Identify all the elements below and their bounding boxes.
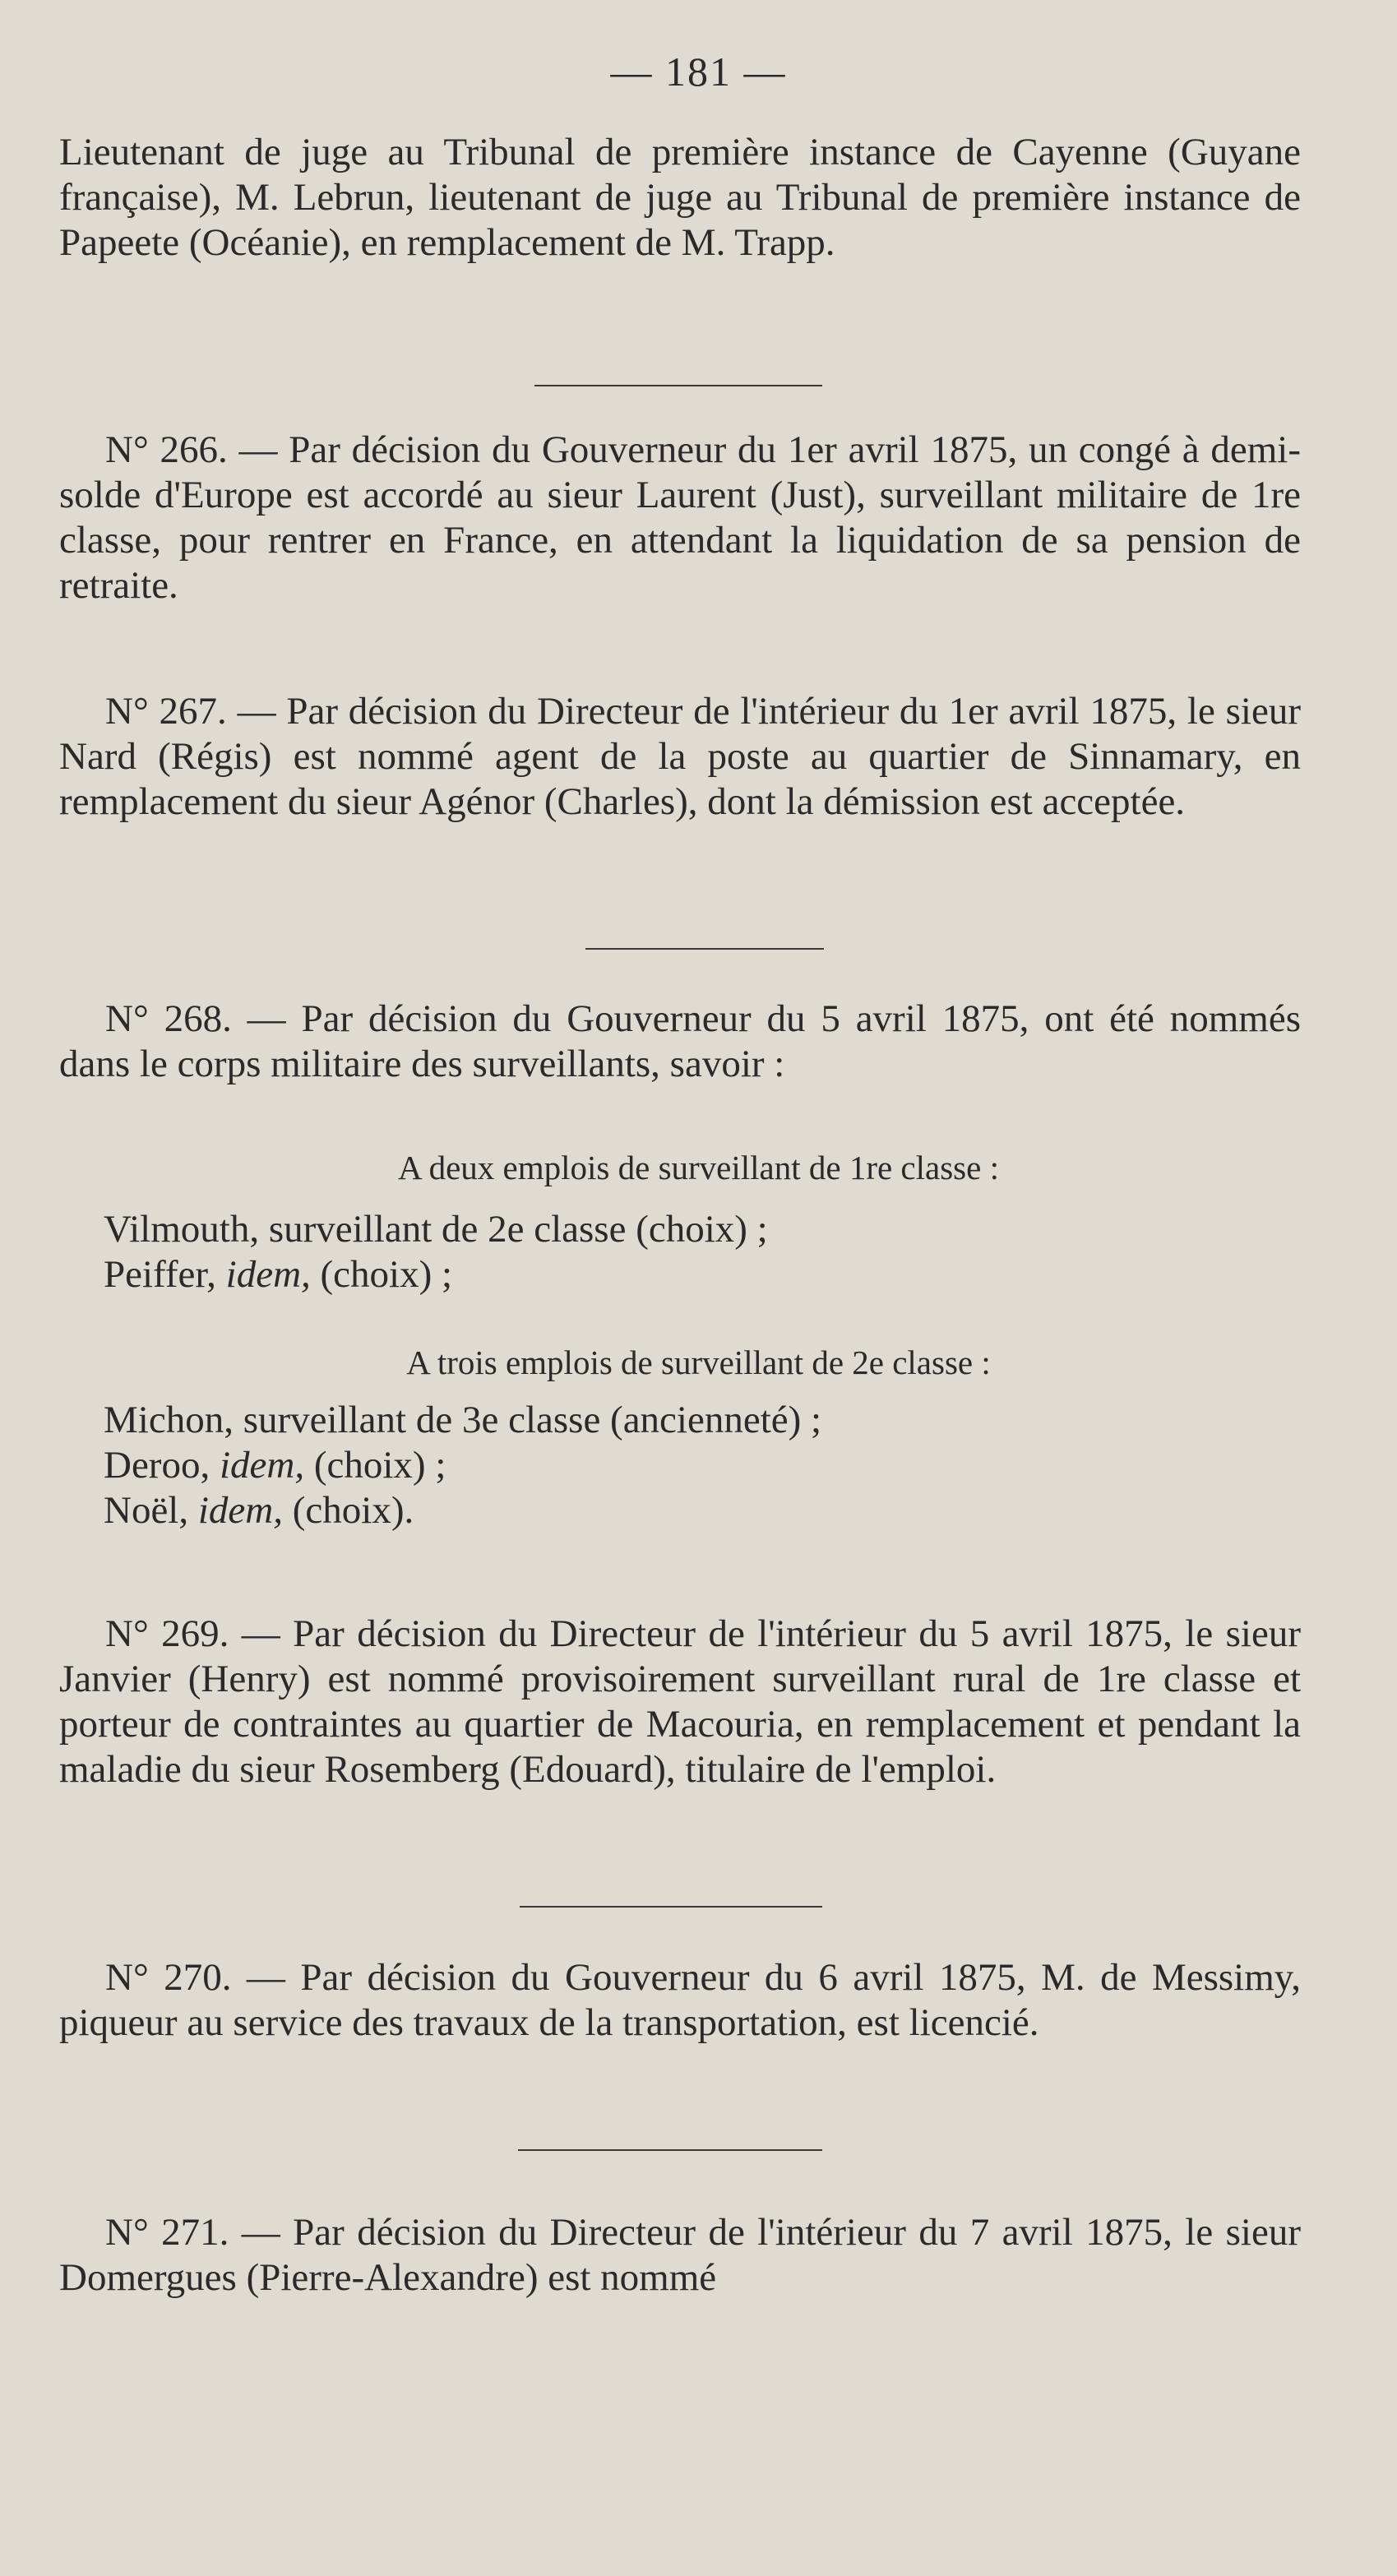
list-item: Michon, surveillant de 3e classe (ancienneté) ; [104,1399,822,1441]
separator-rule [520,1906,822,1908]
list-heading-first-class: A deux emplois de surveillant de 1re classe : [398,1149,999,1186]
page-number: — 181 — [610,49,787,95]
separator-rule [585,948,824,950]
decision-268: N° 268. — Par décision du Gouverneur du 5 avril 1875, ont été nommés dans le corps militaire des surveillants, savoir : [59,997,1301,1085]
list-heading-second-class: A trois emplois de surveillant de 2e classe : [406,1343,991,1381]
intro-paragraph: Lieutenant de juge au Tribunal de première instance de Cayenne (Guyane française), M. Lebrun, lieutenant de juge au Tribunal de première instance de Papeete (Océanie), en remplacement de M. Trapp. [59,131,1301,264]
decision-267: N° 267. — Par décision du Directeur de l'intérieur du 1er avril 1875, le sieur Nard (Régis) est nommé agent de la poste au quartier de Sinnamary, en remplacement du sieur Agénor (Charles), dont la démission est acceptée. [59,690,1301,823]
list-item: Deroo, idem, (choix) ; [104,1444,446,1487]
decision-266: N° 266. — Par décision du Gouverneur du 1er avril 1875, un congé à demi-solde d'Europe est accordé au sieur Laurent (Just), surveillant militaire de 1re classe, pour rentrer en France, en attendant la liquidation de sa pension de retraite. [59,428,1301,607]
separator-rule [534,385,822,386]
decision-269: N° 269. — Par décision du Directeur de l'intérieur du 5 avril 1875, le sieur Janvier (Henry) est nommé provisoirement surveillant rural de 1re classe et porteur de contraintes au quartier de Macouria, en remplacement et pendant la maladie du sieur Rosemberg (Edouard), titulaire de l'emploi. [59,1612,1301,1791]
nomination-list-first [104,1207,768,1297]
decision-271: N° 271. — Par décision du Directeur de l'intérieur du 7 avril 1875, le sieur Domergues (Pierre-Alexandre) est nommé [59,2211,1301,2299]
list-item: Vilmouth, surveillant de 2e classe (choix) ; [104,1208,768,1251]
decision-270: N° 270. — Par décision du Gouverneur du 6 avril 1875, M. de Messimy, piqueur au service des travaux de la transportation, est licencié. [59,1956,1301,2044]
separator-rule [518,2149,822,2151]
nomination-list-second [104,1398,821,1533]
list-item: Peiffer, idem, (choix) ; [104,1253,453,1296]
list-item: Noël, idem, (choix). [104,1489,414,1532]
